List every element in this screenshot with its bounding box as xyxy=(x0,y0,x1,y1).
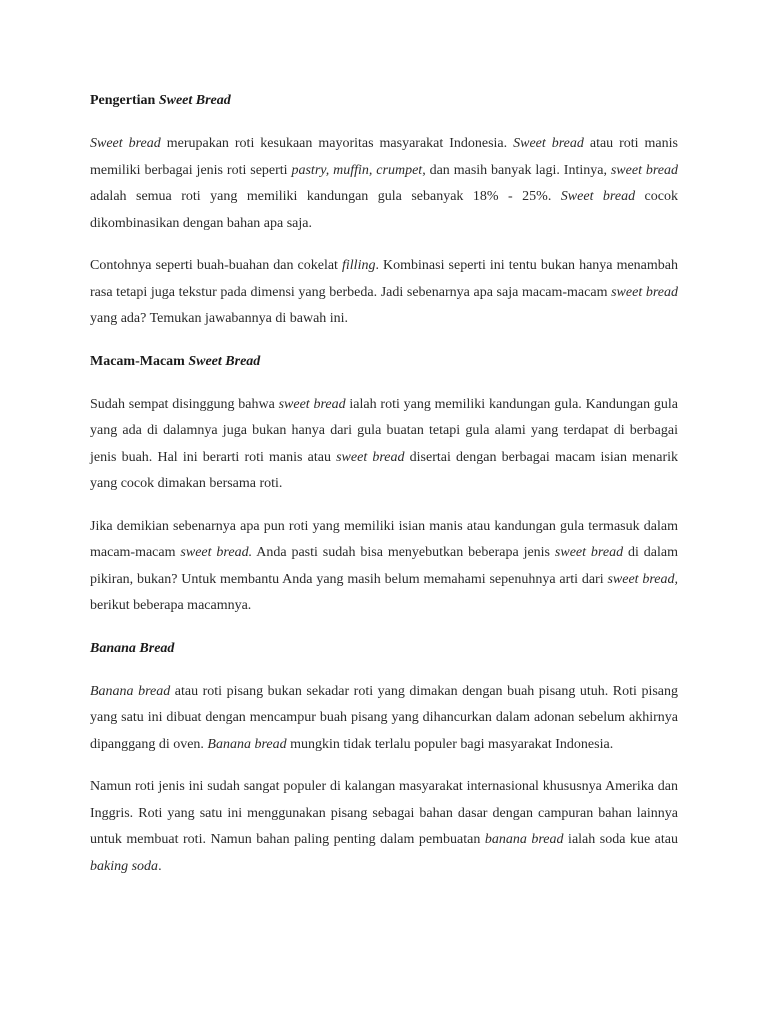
heading-text-italic: Sweet Bread xyxy=(188,353,261,369)
text-run: disertai dengan berbagai macam isian menarik yang cocok dimakan bersama roti. xyxy=(90,449,678,491)
section-heading-macam-macam xyxy=(90,349,678,375)
text-run: . Kombinasi seperti ini tentu bukan hanya menambah rasa tetapi juga tekstur pada dimensi yang berbeda. Jadi sebenarnya apa saja macam-macam xyxy=(90,258,678,300)
heading-text-italic: Sweet Bread xyxy=(158,93,231,108)
paragraph-1 xyxy=(90,131,678,237)
text-run: atau roti pisang bukan sekadar roti yang dimakan dengan buah pisang utuh. Roti pisang yang satu ini dibuat dengan mencampur buah pisang yang dihancurkan dalam adonan sebelum akhirnya dipanggang di oven. xyxy=(90,683,679,752)
section-heading-banana-bread xyxy=(90,636,678,662)
text-run: Jika demikian sebenarnya apa pun roti yang memiliki isian manis atau kandungan gula termasuk dalam macam-macam xyxy=(90,518,678,560)
text-run: Contohnya seperti buah-buahan dan cokelat xyxy=(90,258,343,273)
text-run: sweet bread xyxy=(278,396,346,412)
text-run: Sweet bread xyxy=(560,189,636,204)
heading-text: Macam-Macam xyxy=(90,353,189,369)
text-run: yang ada? Temukan jawabannya di bawah ini. xyxy=(90,311,349,326)
paragraph-5 xyxy=(90,679,678,759)
paragraph-2 xyxy=(90,253,678,333)
text-run: adalah semua roti yang memiliki kandungan gula sebanyak 18% - 25%. xyxy=(90,189,561,204)
text-run: di dalam pikiran, bukan? Untuk membantu Anda yang masih belum memahami sepenuhnya arti dari xyxy=(90,545,678,587)
text-run: Banana bread xyxy=(207,736,287,752)
text-run: sweet bread xyxy=(611,284,678,300)
text-run: Sudah sempat disinggung bahwa xyxy=(90,396,279,412)
text-run: Sweet bread xyxy=(513,136,584,151)
paragraph-6 xyxy=(90,774,678,880)
text-run: ialah soda kue atau xyxy=(563,832,679,847)
text-run: banana bread xyxy=(484,832,564,847)
text-run: ialah roti yang memiliki kandungan gula. Kandungan gula yang ada di dalamnya juga bukan hanya dari gula buatan tetapi gula alami yang terdapat di berbagai jenis buah. Hal ini berarti roti manis atau xyxy=(90,396,679,465)
text-run: sweet bread xyxy=(554,545,624,560)
paragraph-3 xyxy=(90,392,678,498)
text-run: berikut beberapa macamnya. xyxy=(90,598,252,613)
text-run: Namun roti jenis ini sudah sangat populer di kalangan masyarakat internasional khususnya Amerika dan Inggris. Roti yang satu ini menggunakan pisang sebagai bahan dasar dengan campuran bahan lainnya untuk membuat roti. Namun bahan paling penting dalam pembuatan xyxy=(90,779,678,847)
text-run: . xyxy=(158,858,162,874)
section-heading-pengertian xyxy=(90,88,678,114)
heading-text: Pengertian xyxy=(90,93,159,108)
text-run: atau roti manis memiliki berbagai jenis roti seperti xyxy=(90,136,678,178)
text-run: baking soda xyxy=(90,858,159,874)
text-run: mungkin tidak terlalu populer bagi masyarakat Indonesia. xyxy=(286,736,614,752)
text-run: sweet bread xyxy=(610,162,679,178)
text-run: sweet bread. xyxy=(180,545,253,560)
heading-text-italic: Banana Bread xyxy=(90,640,175,656)
text-run: sweet bread, xyxy=(607,571,679,587)
text-run: merupakan roti kesukaan mayoritas masyarakat Indonesia. xyxy=(160,136,514,151)
text-run: sweet bread xyxy=(336,449,405,465)
document-page xyxy=(90,88,678,896)
paragraph-4 xyxy=(90,514,678,620)
text-run: , dan masih banyak lagi. Intinya, xyxy=(422,162,611,178)
text-run: Anda pasti sudah bisa menyebutkan beberapa jenis xyxy=(252,545,555,560)
text-run: filling xyxy=(342,258,376,273)
text-run: Banana bread xyxy=(90,683,171,699)
text-run: pastry, muffin, crumpet xyxy=(291,162,423,178)
text-run: Sweet bread xyxy=(90,136,161,151)
text-run: cocok dikombinasikan dengan bahan apa saja. xyxy=(90,189,678,231)
